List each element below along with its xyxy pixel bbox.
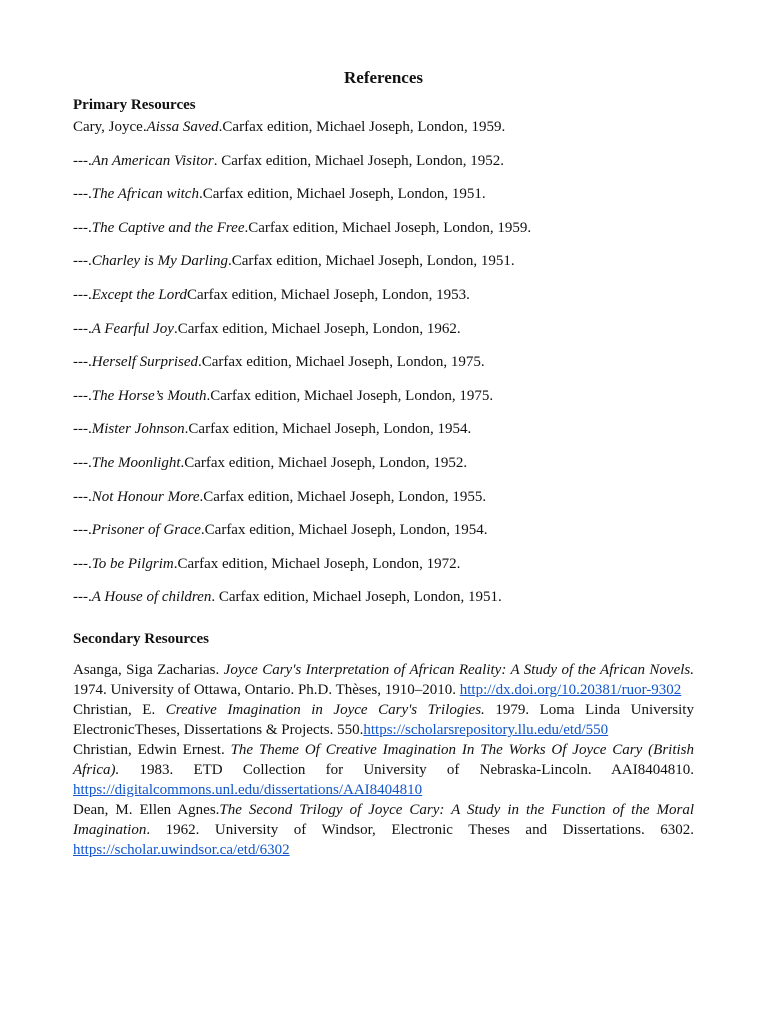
primary-entry: [73, 286, 694, 304]
entry-prefix: ---.: [73, 387, 92, 404]
entry-title: Prisoner of Grace: [91, 522, 201, 539]
primary-entry: [73, 420, 694, 438]
entry-details: .Carfax edition, Michael Joseph, London, 1975.: [206, 387, 494, 404]
primary-entry: [73, 185, 694, 203]
entry-prefix: ---.: [73, 320, 92, 337]
entry-author: Christian, E.: [73, 702, 166, 719]
entry-details: .Carfax edition, Michael Joseph, London, 1952.: [180, 454, 468, 471]
entry-prefix: ---.: [73, 186, 92, 203]
entry-details: .Carfax edition, Michael Joseph, London, 1959.: [218, 119, 506, 135]
secondary-entry: [73, 800, 694, 860]
entry-prefix: ---.: [73, 152, 92, 169]
entry-title: Charley is My Darling: [91, 253, 228, 270]
entry-details: .Carfax edition, Michael Joseph, London, 1951.: [198, 186, 486, 203]
entry-details: 1974. University of Ottawa, Ontario. Ph.D. Thèses, 1910–2010.: [73, 682, 460, 699]
entry-author: Christian, Edwin Ernest.: [73, 742, 231, 759]
secondary-entry: [73, 740, 694, 800]
entry-prefix: ---.: [73, 421, 92, 438]
entry-author: Dean, M. Ellen Agnes.: [73, 802, 220, 819]
entry-details: .Carfax edition, Michael Joseph, London, 1972.: [173, 555, 461, 572]
entry-title: The Second Trilogy of Joyce Cary: A Study in the Function of the Moral Imagination: [73, 802, 694, 839]
page-title: References: [344, 68, 423, 87]
secondary-resources-list: [73, 660, 694, 860]
entry-details: .Carfax edition, Michael Joseph, London, 1975.: [198, 354, 485, 371]
entry-title: Herself Surprised: [91, 354, 198, 371]
entry-title: Except the Lord: [91, 286, 188, 303]
entry-details: .Carfax edition, Michael Joseph, London, 1962.: [173, 320, 461, 337]
entry-link[interactable]: https://scholar.uwindsor.ca/etd/6302: [73, 842, 290, 859]
entry-title: Mister Johnson: [91, 421, 185, 438]
entry-title: The Moonlight: [91, 454, 181, 471]
entry-details: .Carfax edition, Michael Joseph, London, 1954.: [184, 421, 472, 438]
primary-entry: [73, 320, 694, 338]
primary-entry: [73, 118, 694, 136]
entry-prefix: ---.: [73, 253, 92, 270]
entry-link[interactable]: https://digitalcommons.unl.edu/dissertations/AAI8404810: [73, 782, 423, 799]
entry-title: A House of children: [91, 589, 212, 606]
primary-entry: [73, 353, 694, 371]
entry-details: . Carfax edition, Michael Joseph, London, 1951.: [211, 589, 502, 606]
entry-title: The Theme Of Creative Imagination In The Works Of Joyce Cary (British Africa).: [73, 742, 694, 779]
primary-entry: [73, 555, 694, 573]
entry-prefix: ---.: [73, 555, 92, 572]
secondary-entry: [73, 660, 694, 700]
entry-details: . Carfax edition, Michael Joseph, London, 1952.: [213, 152, 505, 169]
entry-title: Joyce Cary's Interpretation of African Reality: A Study of the African Novels.: [223, 662, 695, 679]
primary-entry: [73, 521, 694, 539]
entry-link[interactable]: https://scholarsrepository.llu.edu/etd/550: [363, 722, 609, 739]
primary-entry: [73, 219, 694, 237]
entry-title: To be Pilgrim: [91, 555, 174, 572]
primary-resources-list: [73, 118, 694, 606]
entry-prefix: ---.: [73, 354, 92, 371]
entry-title: The African witch: [91, 186, 199, 203]
primary-entry: [73, 488, 694, 506]
entry-title: Creative Imagination in Joyce Cary's Trilogies.: [165, 702, 485, 719]
entry-details: . 1962. University of Windsor, Electronic Theses and Dissertations. 6302.: [146, 822, 694, 839]
primary-entry: [73, 454, 694, 472]
entry-prefix: ---.: [73, 589, 92, 606]
entry-title: The Captive and the Free: [91, 219, 245, 236]
entry-details: 1979. Loma Linda University ElectronicTheses, Dissertations & Projects. 550.: [73, 702, 694, 739]
primary-resources-heading: Primary Resources: [73, 97, 196, 113]
entry-details: 1983. ETD Collection for University of Nebraska-Lincoln. AAI8404810.: [119, 762, 694, 779]
entry-prefix: ---.: [73, 219, 92, 236]
entry-details: .Carfax edition, Michael Joseph, London, 1951.: [228, 253, 515, 270]
primary-entry: [73, 588, 694, 606]
primary-entry: [73, 152, 694, 170]
entry-title: A Fearful Joy: [91, 320, 174, 337]
document-page: [73, 66, 694, 860]
entry-prefix: ---.: [73, 522, 92, 539]
entry-details: .Carfax edition, Michael Joseph, London, 1954.: [200, 522, 488, 539]
entry-prefix: ---.: [73, 286, 92, 303]
primary-entry: [73, 252, 694, 270]
entry-prefix: Cary, Joyce.: [73, 119, 147, 135]
entry-title: The Horse’s Mouth: [91, 387, 207, 404]
entry-prefix: ---.: [73, 488, 92, 505]
entry-title: Aissa Saved: [146, 119, 219, 135]
entry-details: Carfax edition, Michael Joseph, London, 1953.: [187, 286, 470, 303]
primary-entry: [73, 387, 694, 405]
secondary-entry: [73, 700, 694, 740]
entry-title: An American Visitor: [91, 152, 214, 169]
secondary-resources-heading: Secondary Resources: [73, 631, 209, 648]
entry-details: .Carfax edition, Michael Joseph, London, 1959.: [244, 219, 532, 236]
entry-link[interactable]: http://dx.doi.org/10.20381/ruor-9302: [459, 682, 682, 699]
entry-author: Asanga, Siga Zacharias.: [73, 662, 224, 679]
entry-details: .Carfax edition, Michael Joseph, London, 1955.: [199, 488, 487, 505]
entry-prefix: ---.: [73, 454, 92, 471]
entry-title: Not Honour More: [91, 488, 200, 505]
